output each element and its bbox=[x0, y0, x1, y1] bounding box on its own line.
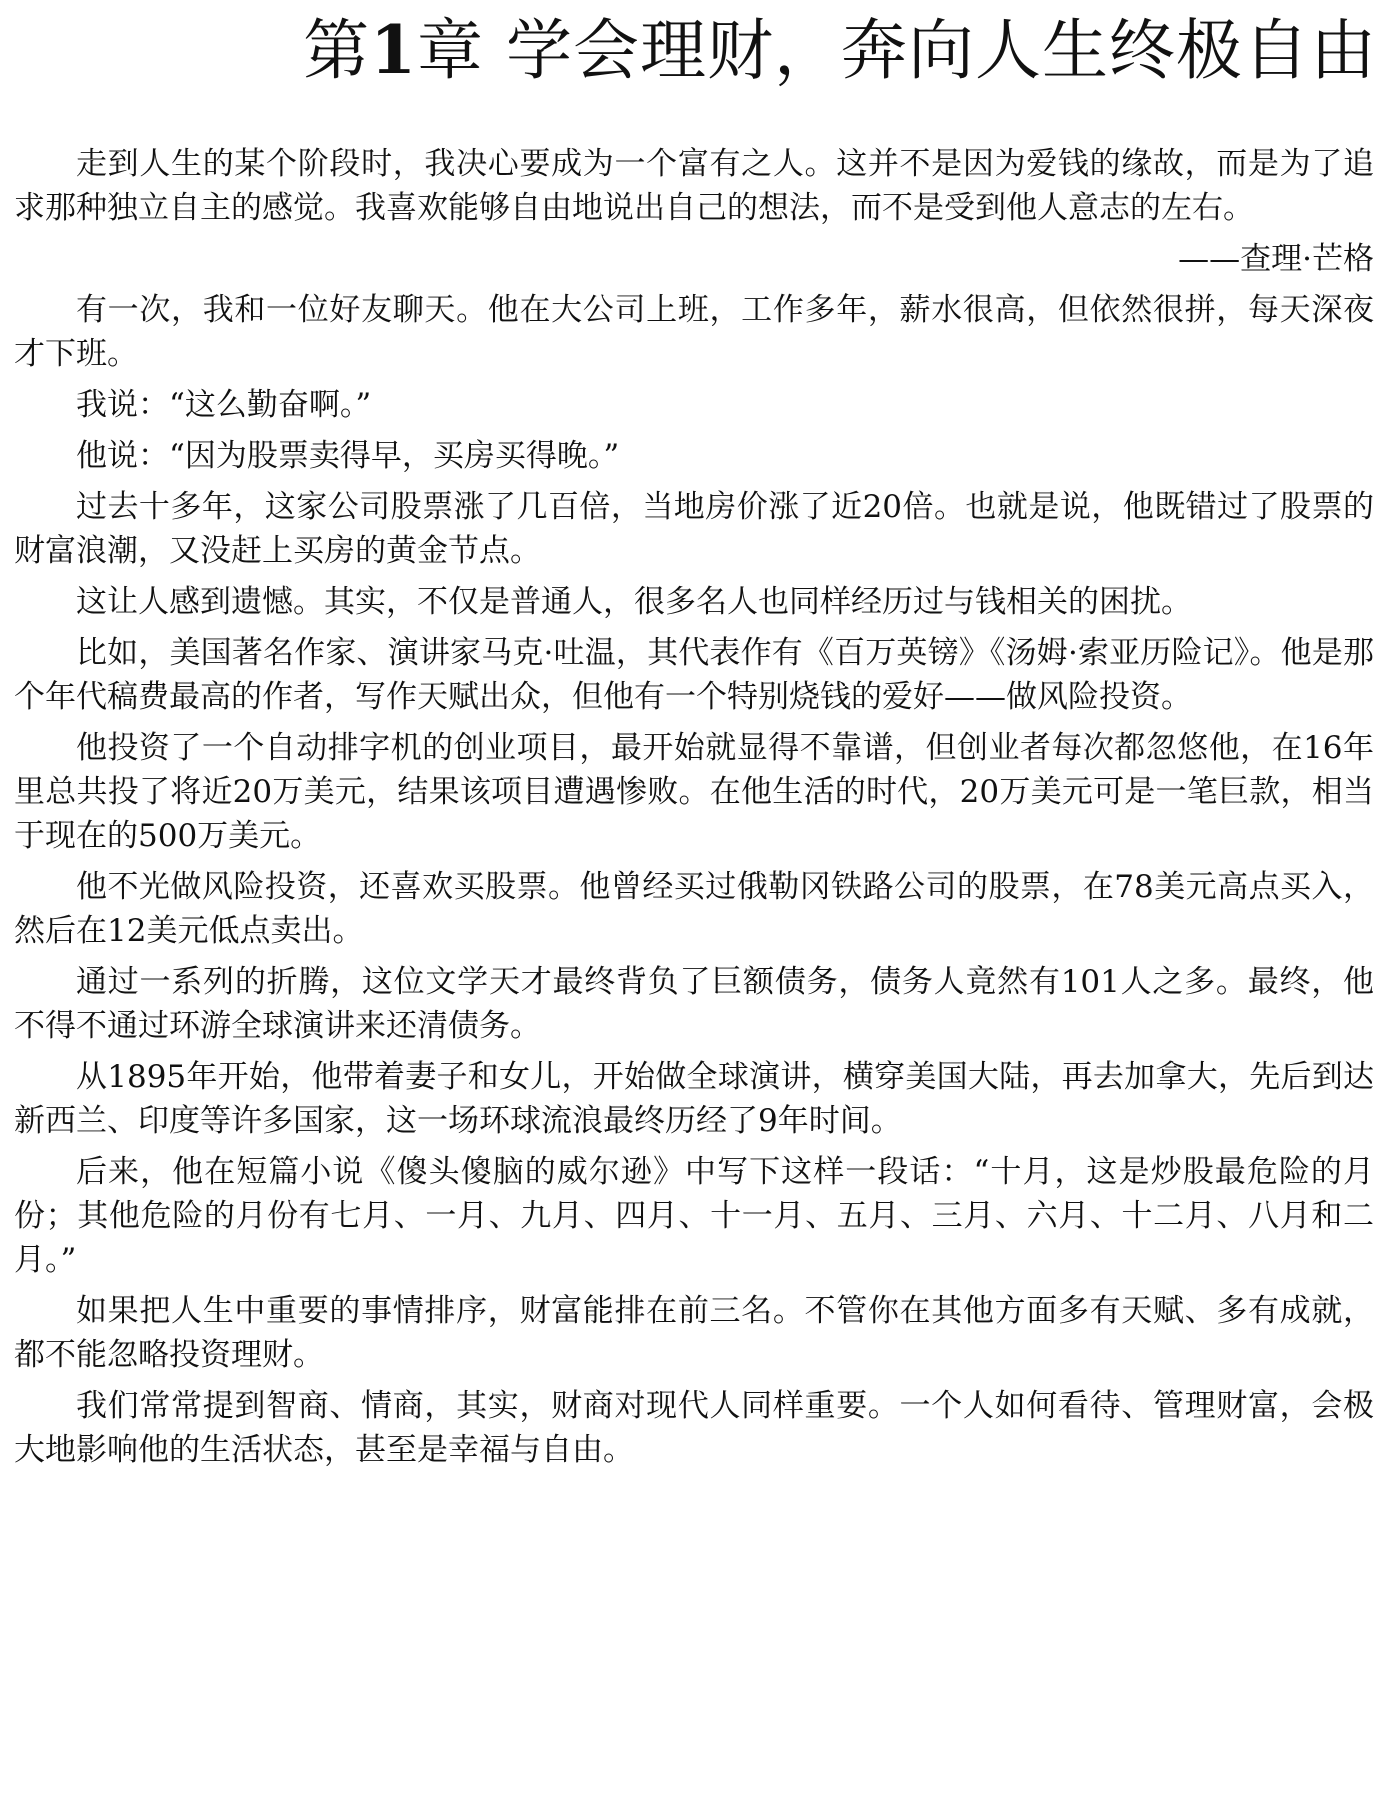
chapter-heading-text: 章 学会理财，奔向人生终极自由 bbox=[417, 12, 1377, 89]
epigraph-attribution: ——查理·芒格 bbox=[1178, 241, 1374, 277]
paragraph: 通过一系列的折腾，这位文学天才最终背负了巨额债务，债务人竟然有101人之多。最终，他不得不通过环游全球演讲来还清债务。 bbox=[14, 964, 1374, 1044]
paragraph: 从1895年开始，他带着妻子和女儿，开始做全球演讲，横穿美国大陆，再去加拿大，先后到达新西兰、印度等许多国家，这一场环球流浪最终历经了9年时间。 bbox=[14, 1059, 1374, 1139]
chapter-title bbox=[303, 8, 1377, 93]
paragraph: 如果把人生中重要的事情排序，财富能排在前三名。不管你在其他方面多有天赋、多有成就，都不能忽略投资理财。 bbox=[14, 1293, 1374, 1373]
paragraph: 我说：“这么勤奋啊。” bbox=[76, 387, 372, 423]
paragraph: 有一次，我和一位好友聊天。他在大公司上班，工作多年，薪水很高，但依然很拼，每天深夜才下班。 bbox=[14, 292, 1374, 372]
paragraph: 他不光做风险投资，还喜欢买股票。他曾经买过俄勒冈铁路公司的股票，在78美元高点买入，然后在12美元低点卖出。 bbox=[14, 869, 1374, 949]
paragraph: 后来，他在短篇小说《傻头傻脑的威尔逊》中写下这样一段话：“十月，这是炒股最危险的月份；其他危险的月份有七月、一月、九月、四月、十一月、五月、三月、六月、十二月、八月和二月。” bbox=[14, 1154, 1374, 1278]
paragraph: 我们常常提到智商、情商，其实，财商对现代人同样重要。一个人如何看待、管理财富，会极大地影响他的生活状态，甚至是幸福与自由。 bbox=[14, 1388, 1374, 1468]
epigraph-quote: 走到人生的某个阶段时，我决心要成为一个富有之人。这并不是因为爱钱的缘故，而是为了追求那种独立自主的感觉。我喜欢能够自由地说出自己的想法，而不是受到他人意志的左右。 bbox=[14, 146, 1374, 226]
paragraph: 过去十多年，这家公司股票涨了几百倍，当地房价涨了近20倍。也就是说，他既错过了股票的财富浪潮，又没赶上买房的黄金节点。 bbox=[14, 489, 1374, 569]
chapter-prefix: 第 bbox=[303, 12, 371, 89]
chapter-body bbox=[14, 142, 1374, 1479]
paragraph: 他说：“因为股票卖得早，买房买得晚。” bbox=[76, 438, 620, 474]
chapter-number: 1 bbox=[370, 11, 418, 89]
paragraph: 这让人感到遗憾。其实，不仅是普通人，很多名人也同样经历过与钱相关的困扰。 bbox=[76, 584, 1192, 620]
paragraph: 他投资了一个自动排字机的创业项目，最开始就显得不靠谱，但创业者每次都忽悠他，在16年里总共投了将近20万美元，结果该项目遭遇惨败。在他生活的时代，20万美元可是一笔巨款，相当于现在的500万美元。 bbox=[14, 730, 1374, 854]
paragraph: 比如，美国著名作家、演讲家马克·吐温，其代表作有《百万英镑》《汤姆·索亚历险记》。他是那个年代稿费最高的作者，写作天赋出众，但他有一个特别烧钱的爱好——做风险投资。 bbox=[14, 635, 1374, 715]
